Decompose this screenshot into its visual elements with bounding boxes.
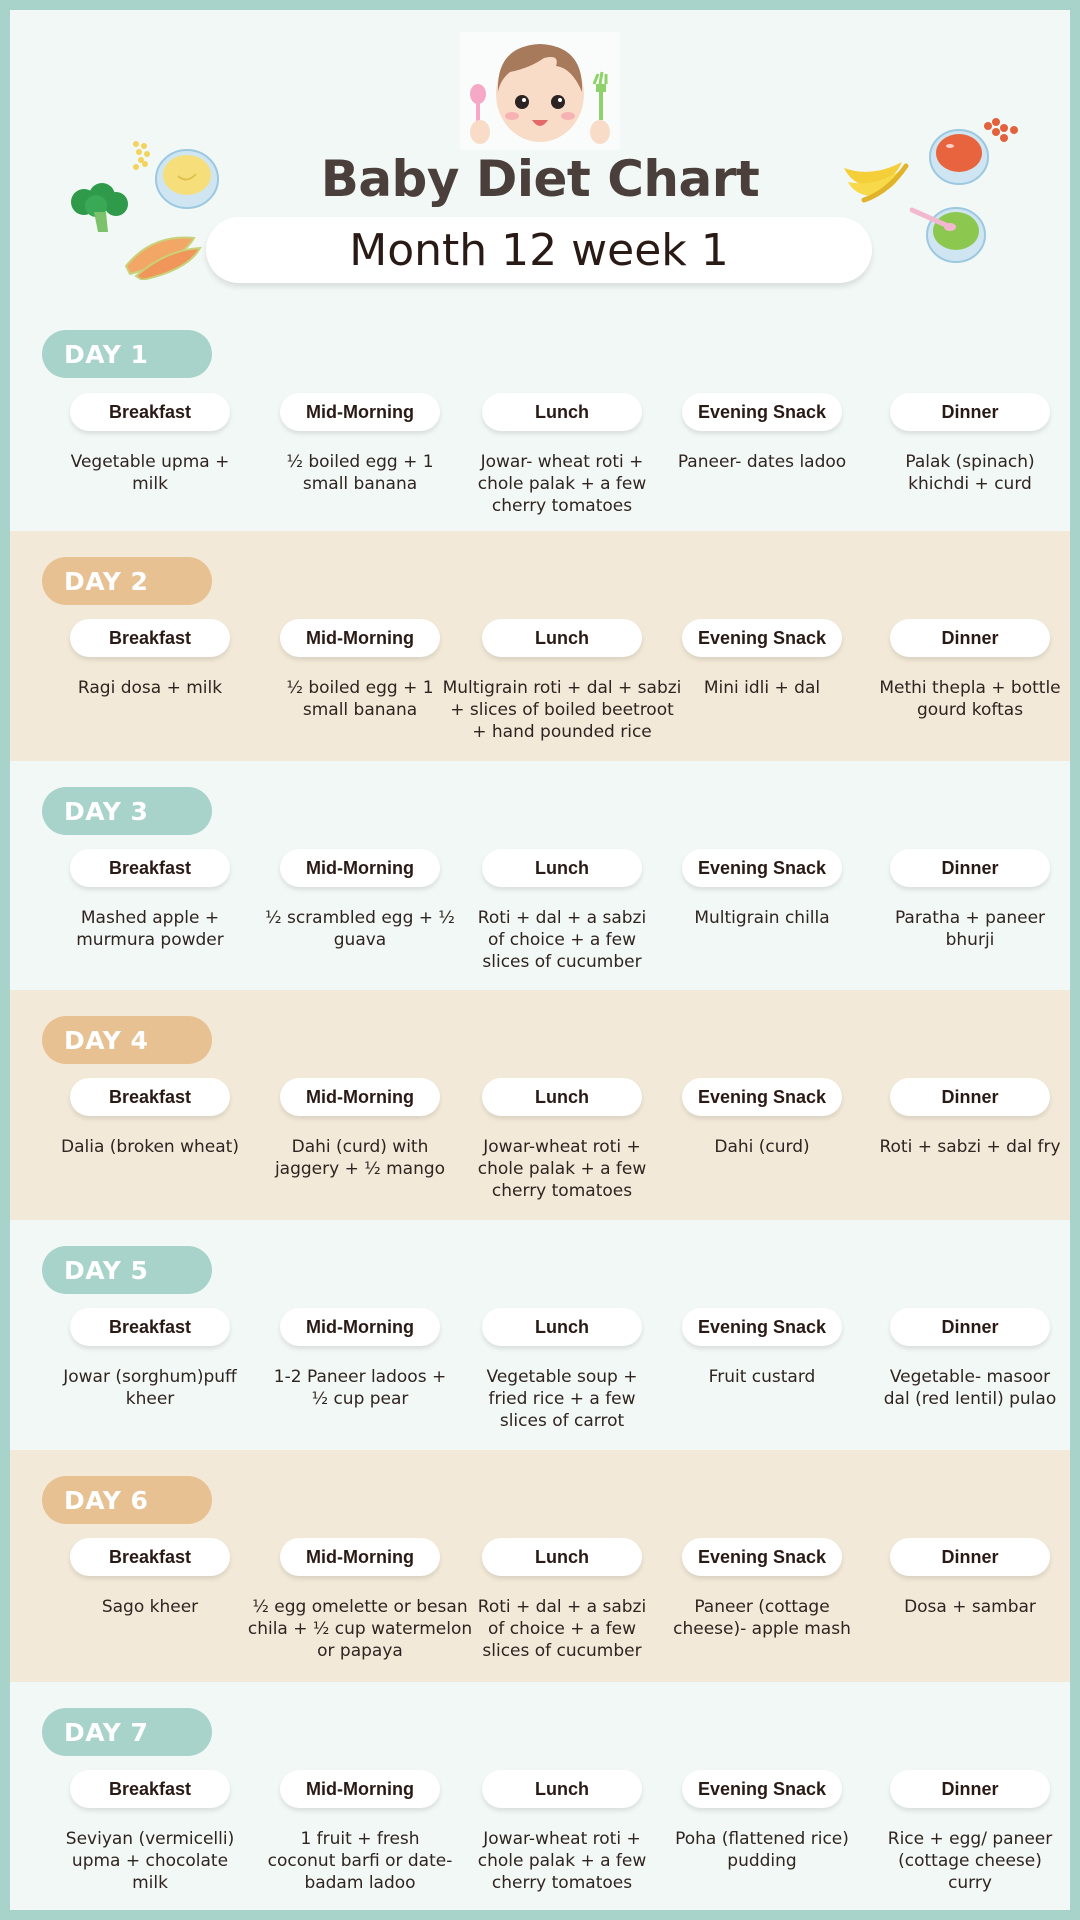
day-label: DAY 4 [42,1016,212,1064]
meal-label: Lunch [482,1308,642,1346]
meal-label: Lunch [482,1078,642,1116]
meal-label: Evening Snack [682,1538,842,1576]
meal-description: 1-2 Paneer ladoos + ½ cup pear [273,1367,447,1409]
meal-dinner [870,849,1070,951]
meal-label: Breakfast [70,1770,230,1808]
meal-description: Mashed apple + murmura powder [76,908,224,950]
meal-label: Dinner [890,619,1050,657]
meal-evening-snack [662,1538,862,1640]
meal-dinner [870,1078,1070,1158]
meal-description: Roti + dal + a sabzi of choice + a few slices of cucumber [477,1597,647,1661]
meal-breakfast [50,1538,250,1618]
meal-label: Evening Snack [682,393,842,431]
meal-label: Evening Snack [682,1078,842,1116]
meal-label: Dinner [890,1078,1050,1116]
meal-description: Paneer (cottage cheese)- apple mash [673,1597,851,1639]
meal-breakfast [50,393,250,495]
meal-evening-snack [662,849,862,929]
meal-description: Sago kheer [101,1597,199,1617]
meal-evening-snack [662,619,862,699]
meal-evening-snack [662,1078,862,1158]
meal-breakfast [50,619,250,699]
meal-label: Breakfast [70,1308,230,1346]
meal-label: Mid-Morning [280,849,440,887]
meal-lunch [442,619,682,743]
day-section-2 [10,531,1070,761]
meal-description: Jowar-wheat roti + chole palak + a few cherry tomatoes [477,1137,647,1201]
meal-lunch [462,393,662,517]
day-section-3 [10,761,1070,990]
page-title: Baby Diet Chart [320,150,760,208]
meal-breakfast [50,849,250,951]
meal-description: Roti + dal + a sabzi of choice + a few slices of cucumber [477,908,647,972]
day-section-5 [10,1220,1070,1450]
meal-description: Vegetable- masoor dal (red lentil) pulao [883,1367,1057,1409]
meal-description: Seviyan (vermicelli) upma + chocolate milk [65,1829,235,1893]
meal-mid-morning [260,393,460,495]
meal-label: Dinner [890,849,1050,887]
day-label: DAY 3 [42,787,212,835]
meal-description: Vegetable soup + fried rice + a few slices of carrot [486,1367,638,1431]
meal-description: 1 fruit + fresh coconut barfi or date- badam ladoo [267,1829,453,1893]
meal-breakfast [50,1770,250,1894]
meal-lunch [462,1770,662,1894]
meal-label: Dinner [890,1538,1050,1576]
meal-label: Evening Snack [682,849,842,887]
meal-mid-morning [260,1308,460,1410]
meal-description: Poha (flattened rice) pudding [675,1829,849,1871]
day-section-1 [10,310,1070,531]
meal-breakfast [50,1308,250,1410]
week-subtitle: Month 12 week 1 [206,217,872,283]
meal-description: Jowar (sorghum)puff kheer [63,1367,237,1409]
meal-label: Breakfast [70,619,230,657]
meal-label: Mid-Morning [280,1770,440,1808]
meal-mid-morning [260,1078,460,1180]
meal-description: Vegetable upma + milk [70,452,230,494]
meal-label: Mid-Morning [280,1308,440,1346]
meal-description: Multigrain chilla [694,908,830,928]
meal-description: Jowar- wheat roti + chole palak + a few cherry tomatoes [477,452,647,516]
meal-dinner [870,1538,1070,1618]
day-section-7 [10,1682,1070,1910]
meal-description: Paneer- dates ladoo [677,452,847,472]
meal-dinner [870,1308,1070,1410]
day-label: DAY 1 [42,330,212,378]
melon-slices-icon [122,230,204,280]
meal-label: Mid-Morning [280,393,440,431]
day-label: DAY 5 [42,1246,212,1294]
meal-label: Evening Snack [682,1770,842,1808]
day-section-4 [10,990,1070,1220]
meal-description: Ragi dosa + milk [77,678,223,698]
meal-description: ½ boiled egg + 1 small banana [286,452,434,494]
day-label: DAY 7 [42,1708,212,1756]
meal-description: Dosa + sambar [904,1597,1036,1617]
day-label: DAY 2 [42,557,212,605]
meal-mid-morning [260,619,460,721]
meal-label: Dinner [890,1308,1050,1346]
meal-description: Dahi (curd) [714,1137,810,1157]
meal-label: Lunch [482,849,642,887]
meal-description: Paratha + paneer bhurji [894,908,1046,950]
meal-label: Lunch [482,619,642,657]
meal-lunch [462,1078,662,1202]
meal-label: Lunch [482,393,642,431]
meal-label: Lunch [482,1538,642,1576]
meal-label: Mid-Morning [280,619,440,657]
meal-description: ½ scrambled egg + ½ guava [265,908,455,950]
meal-description: ½ egg omelette or besan chila + ½ cup watermelon or papaya [247,1597,473,1661]
meal-lunch [462,849,662,973]
meal-label: Breakfast [70,849,230,887]
day-label: DAY 6 [42,1476,212,1524]
meal-mid-morning [260,1770,460,1894]
meal-label: Breakfast [70,1538,230,1576]
meal-label: Evening Snack [682,1308,842,1346]
meal-dinner [870,393,1070,495]
meal-evening-snack [662,393,862,473]
meal-evening-snack [662,1308,862,1388]
meal-evening-snack [662,1770,862,1872]
meal-description: Palak (spinach) khichdi + curd [905,452,1035,494]
meal-label: Breakfast [70,1078,230,1116]
meal-lunch [462,1538,662,1662]
meal-description: Jowar-wheat roti + chole palak + a few cherry tomatoes [477,1829,647,1893]
day-section-6 [10,1450,1070,1682]
meal-description: Rice + egg/ paneer (cottage cheese) curry [887,1829,1053,1893]
baby-face-icon [460,32,620,150]
meal-label: Lunch [482,1770,642,1808]
meal-mid-morning [260,849,460,951]
green-puree-bowl-icon [910,202,988,264]
meal-label: Dinner [890,1770,1050,1808]
meal-lunch [462,1308,662,1432]
meal-dinner [870,619,1070,721]
meal-breakfast [50,1078,250,1158]
diet-chart-card [10,10,1070,1910]
meal-label: Evening Snack [682,619,842,657]
meal-description: Dalia (broken wheat) [61,1137,239,1157]
meal-description: Multigrain roti + dal + sabzi + slices of boiled beetroot + hand pounded rice [442,678,682,742]
meal-label: Dinner [890,393,1050,431]
header [10,10,1070,310]
meal-label: Breakfast [70,393,230,431]
meal-description: Fruit custard [708,1367,816,1387]
meal-label: Mid-Morning [280,1078,440,1116]
meal-description: Methi thepla + bottle gourd koftas [879,678,1061,720]
meal-description: Mini idli + dal [703,678,821,698]
berries-icon [982,118,1020,144]
meal-dinner [870,1770,1070,1894]
meal-description: Dahi (curd) with jaggery + ½ mango [274,1137,446,1179]
meal-mid-morning [247,1538,473,1662]
meal-description: ½ boiled egg + 1 small banana [286,678,434,720]
meal-label: Mid-Morning [280,1538,440,1576]
meal-description: Roti + sabzi + dal fry [879,1137,1061,1157]
